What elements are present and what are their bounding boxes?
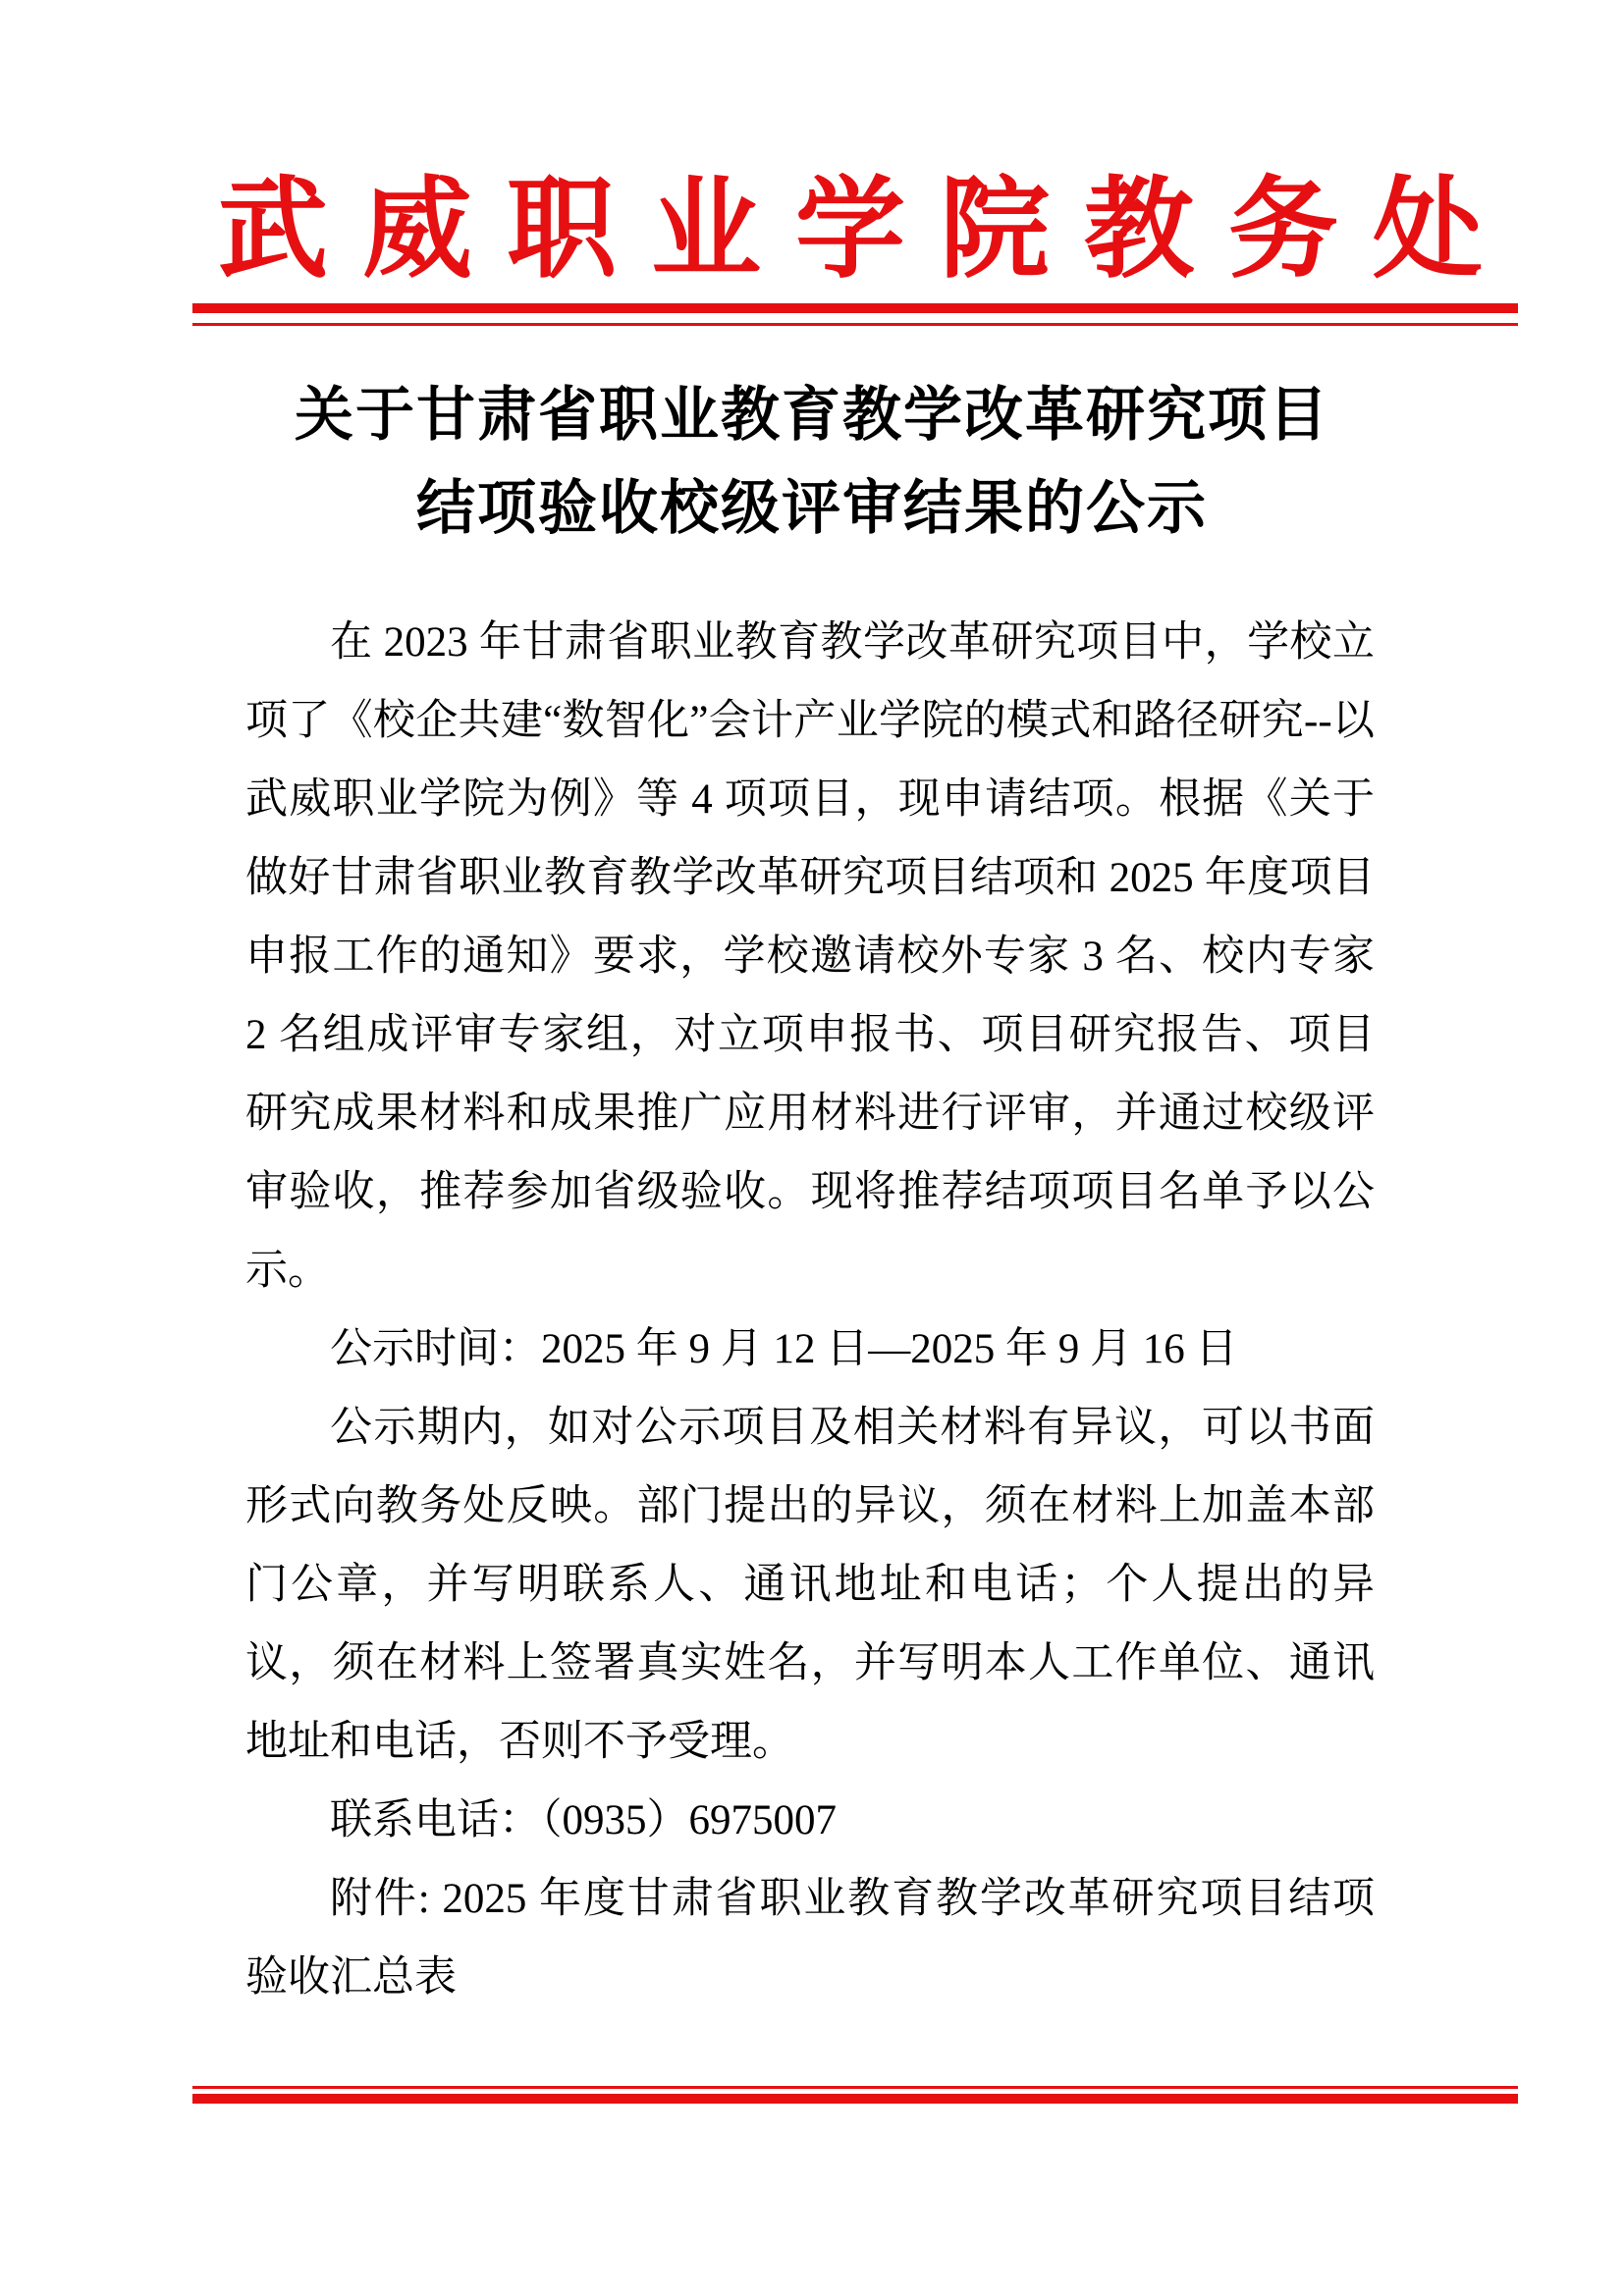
document-title-line2: 结项验收校级评审结果的公示 — [416, 476, 1208, 541]
top-divider-thick — [192, 303, 1518, 313]
top-divider-thin — [192, 323, 1518, 326]
document-title-line1: 关于甘肃省职业教育教学改革研究项目 — [295, 383, 1329, 448]
bottom-divider-thick — [192, 2094, 1518, 2104]
paragraph-contact-phone: 联系电话：（0935）6975007 — [330, 1797, 837, 1843]
paragraph-objection-rules: 公示期内，如对公示项目及相关材料有异议，可以书面形式向教务处反映。部门提出的异议，须在材料上加盖本部门公章，并写明联系人、通讯地址和电话；个人提出的异议，须在材料上签署真实姓名，并写明本人工作单位、通讯地址和电话，否则不予受理。 — [245, 1405, 1375, 1765]
paragraph-attachment: 附件: 2025 年度甘肃省职业教育教学改革研究项目结项验收汇总表 — [245, 1876, 1375, 2001]
document-body — [245, 604, 1375, 2017]
bottom-divider-thin — [192, 2086, 1518, 2089]
masthead-title: 武威职业学院教务处 — [218, 170, 1517, 292]
document-title — [0, 369, 1624, 556]
paragraph-publicity-period: 公示时间：2025 年 9 月 12 日—2025 年 9 月 16 日 — [330, 1326, 1238, 1372]
paragraph-intro: 在 2023 年甘肃省职业教育教学改革研究项目中，学校立项了《校企共建“数智化”会计产业学院的模式和路径研究--以武威职业学院为例》等 4 项项目，现申请结项。根据《关于做好甘肃省职业教育教学改革研究项目结项和 2025 年度项目申报工作的通知》要求，学校邀请校外专家 3 名、校内专家 2 名组成评审专家组，对立项申报书、项目研究报告、项目研究成果材料和成果推广应用材料进行评审，并通过校级评审验收，推荐参加省级验收。现将推荐结项项目名单予以公示。 — [245, 619, 1375, 1294]
